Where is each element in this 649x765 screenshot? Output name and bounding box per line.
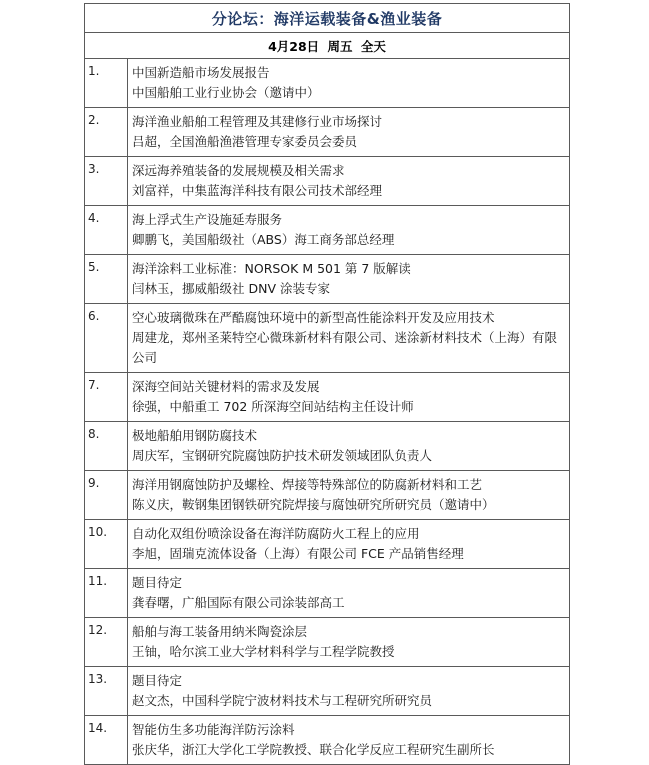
item-content (128, 373, 570, 422)
item-content (128, 422, 570, 471)
agenda-row-2 (85, 108, 570, 157)
item-number: 14. (85, 716, 128, 765)
agenda-row-13 (85, 667, 570, 716)
item-number: 13. (85, 667, 128, 716)
item-content (128, 108, 570, 157)
agenda-row-12 (85, 618, 570, 667)
item-number: 6. (85, 304, 128, 373)
item-number: 9. (85, 471, 128, 520)
item-speaker: 龚春曙，广船国际有限公司涂装部高工 (132, 595, 345, 610)
agenda-table (84, 3, 570, 765)
agenda-row-1 (85, 59, 570, 108)
item-number: 11. (85, 569, 128, 618)
item-speaker: 闫林玉，挪威船级社 DNV 涂装专家 (132, 281, 330, 296)
item-number: 7. (85, 373, 128, 422)
item-speaker: 周建龙，郑州圣莱特空心微珠新材料有限公司、迷涂新材料技术（上海）有限公司 (132, 330, 558, 365)
item-content (128, 667, 570, 716)
item-number: 12. (85, 618, 128, 667)
forum-title: 分论坛：海洋运载装备&渔业装备 (85, 4, 570, 33)
item-speaker: 李旭，固瑞克流体设备（上海）有限公司 FCE 产品销售经理 (132, 546, 464, 561)
agenda-row-6 (85, 304, 570, 373)
agenda-row-14 (85, 716, 570, 765)
item-speaker: 周庆军，宝钢研究院腐蚀防护技术研发领域团队负责人 (132, 448, 433, 463)
item-topic: 自动化双组份喷涂设备在海洋防腐防火工程上的应用 (132, 526, 420, 541)
item-number: 4. (85, 206, 128, 255)
item-content (128, 59, 570, 108)
item-topic: 深远海养殖装备的发展规模及相关需求 (132, 163, 345, 178)
agenda-row-3 (85, 157, 570, 206)
item-number: 1. (85, 59, 128, 108)
item-content (128, 716, 570, 765)
item-content (128, 520, 570, 569)
item-topic: 题目待定 (132, 575, 183, 590)
item-speaker: 陈义庆，鞍钢集团钢铁研究院焊接与腐蚀研究所研究员（邀请中） (132, 497, 495, 512)
item-content (128, 569, 570, 618)
item-number: 3. (85, 157, 128, 206)
item-topic: 中国新造船市场发展报告 (132, 65, 270, 80)
item-topic: 题目待定 (132, 673, 183, 688)
item-speaker: 王铀，哈尔滨工业大学材料科学与工程学院教授 (132, 644, 395, 659)
item-number: 2. (85, 108, 128, 157)
item-topic: 极地船舶用钢防腐技术 (132, 428, 258, 443)
item-content (128, 471, 570, 520)
item-number: 10. (85, 520, 128, 569)
item-topic: 智能仿生多功能海洋防污涂料 (132, 722, 295, 737)
agenda-row-5 (85, 255, 570, 304)
date-row (85, 33, 570, 59)
item-topic: 海上浮式生产设施延寿服务 (132, 212, 283, 227)
item-topic: 船舶与海工装备用纳米陶瓷涂层 (132, 624, 308, 639)
item-topic: 海洋渔业船舶工程管理及其建修行业市场探讨 (132, 114, 383, 129)
item-content (128, 618, 570, 667)
agenda-row-7 (85, 373, 570, 422)
item-speaker: 中国船舶工业行业协会（邀请中） (132, 85, 320, 100)
agenda-row-10 (85, 520, 570, 569)
item-speaker: 卿鹏飞，美国船级社（ABS）海工商务部总经理 (132, 232, 395, 247)
item-number: 5. (85, 255, 128, 304)
item-topic: 深海空间站关键材料的需求及发展 (132, 379, 320, 394)
item-speaker: 刘富祥，中集蓝海洋科技有限公司技术部经理 (132, 183, 383, 198)
item-speaker: 徐强，中船重工 702 所深海空间站结构主任设计师 (132, 399, 414, 414)
title-row (85, 4, 570, 33)
item-number: 8. (85, 422, 128, 471)
agenda-row-11 (85, 569, 570, 618)
agenda-row-8 (85, 422, 570, 471)
item-topic: 空心玻璃微珠在严酷腐蚀环境中的新型高性能涂料开发及应用技术 (132, 310, 495, 325)
item-speaker: 吕超，全国渔船渔港管理专家委员会委员 (132, 134, 358, 149)
item-speaker: 张庆华，浙江大学化工学院教授、联合化学反应工程研究生副所长 (132, 742, 495, 757)
agenda-row-9 (85, 471, 570, 520)
item-topic: 海洋用钢腐蚀防护及螺栓、焊接等特殊部位的防腐新材料和工艺 (132, 477, 483, 492)
agenda-row-4 (85, 206, 570, 255)
forum-date: 4月28日 周五 全天 (85, 33, 570, 59)
item-topic: 海洋涂料工业标准：NORSOK M 501 第 7 版解读 (132, 261, 411, 276)
item-speaker: 赵文杰，中国科学院宁波材料技术与工程研究所研究员 (132, 693, 433, 708)
item-content (128, 304, 570, 373)
item-content (128, 206, 570, 255)
item-content (128, 255, 570, 304)
item-content (128, 157, 570, 206)
